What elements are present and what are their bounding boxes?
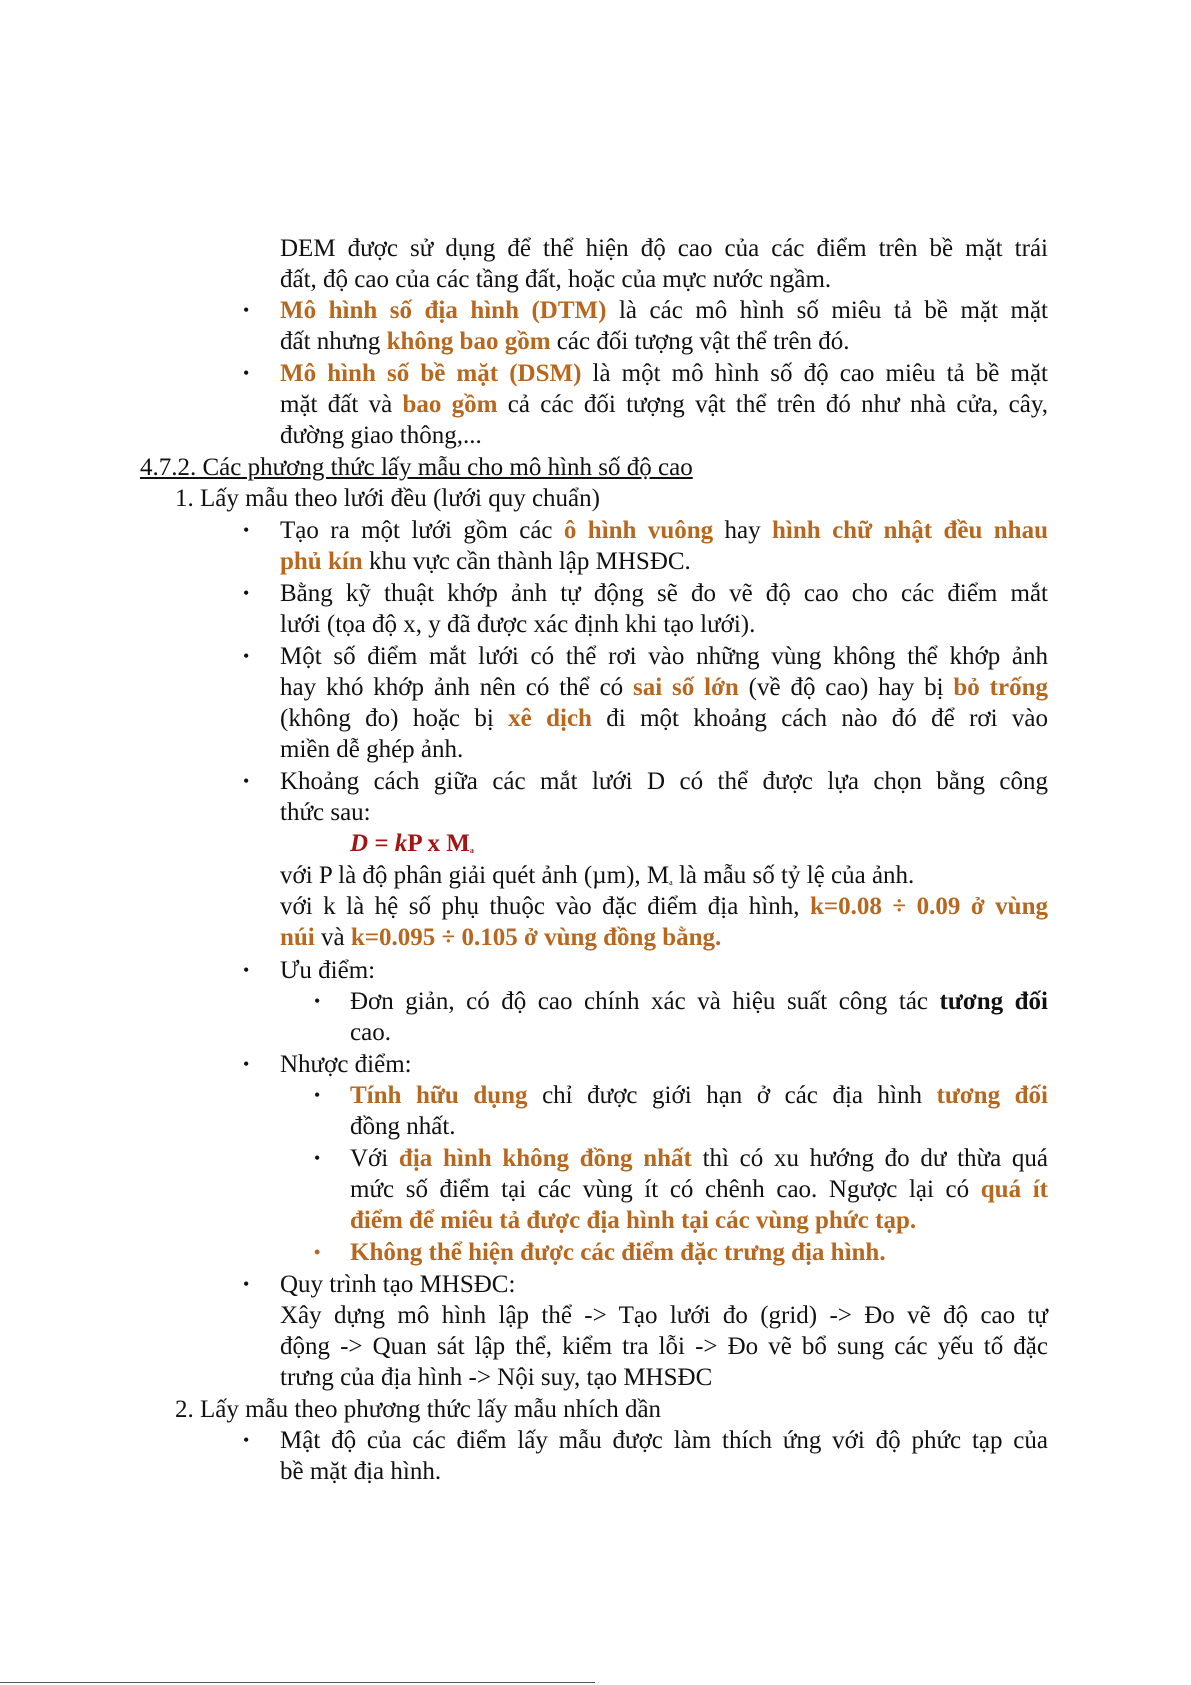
bullet-icon: •: [243, 363, 250, 383]
text: là mẫu số tỷ lệ của ảnh.: [672, 862, 915, 889]
advantage-line-1: [350, 986, 1048, 1017]
highlight: sai số lớn: [633, 674, 739, 701]
text: với k là hệ số phụ thuộc vào đặc điểm địa hình,: [280, 893, 810, 920]
bullet-icon: •: [314, 1085, 321, 1105]
dsm-term: Mô hình số bề mặt (DSM): [280, 360, 582, 387]
highlight: k=0.095 ÷ 0.105 ở vùng đồng bằng.: [350, 924, 722, 951]
bullet-icon: •: [243, 646, 250, 666]
item1-b1-line-2: [280, 546, 691, 577]
item1-b4-line-1: Khoảng cách giữa các mắt lưới D có thể được lựa chọn bằng công: [280, 768, 1048, 795]
text: và: [314, 924, 351, 951]
item1-b2-line-2: lưới (tọa độ x, y đã được xác định khi tạo lưới).: [280, 611, 756, 638]
bullet-icon: •: [314, 991, 321, 1011]
item2-b1-line-1: Mật độ của các điểm lấy mẫu được làm thích ứng với độ phức tạp của: [280, 1427, 1048, 1454]
item-1-title: 1. Lấy mẫu theo lưới đều (lưới quy chuẩn): [175, 485, 600, 512]
highlight: hình chữ nhật đều nhau: [772, 517, 1048, 544]
text: mức số điểm tại các vùng ít có chênh cao. Ngược lại có: [350, 1176, 981, 1203]
highlight: núi: [280, 924, 315, 951]
formula-rhs: P x M: [407, 830, 470, 857]
text: (không đo) hoặc bị: [280, 705, 509, 732]
item1-b3-line-4: miền dễ ghép ảnh.: [280, 736, 464, 763]
item1-b4-line-2: thức sau:: [280, 799, 371, 826]
bullet-icon: •: [243, 1430, 250, 1450]
dis2-line-1: [350, 1143, 1048, 1174]
intro-line-1: DEM được sử dụng để thể hiện độ cao của các điểm trên bề mặt trái: [280, 235, 1048, 262]
text: khu vực cần thành lập MHSĐC.: [362, 548, 691, 575]
highlight: địa hình không đồng nhất: [398, 1145, 692, 1172]
formula-lhs: D = k: [350, 830, 408, 857]
dsm-line-3: đường giao thông,...: [280, 422, 482, 449]
dis1-line-1: [350, 1080, 1048, 1111]
dtm-text: là các mô hình số miêu tả bề mặt mặt: [606, 297, 1049, 324]
disadvantages-label: Nhược điểm:: [280, 1051, 412, 1078]
advantage-line-2: cao.: [350, 1019, 391, 1046]
highlight: k=0.08 ÷ 0.09 ở vùng: [810, 893, 1048, 920]
bold-text: tương đối: [939, 988, 1048, 1015]
process-line-1: Xây dựng mô hình lập thể -> Tạo lưới đo (grid) -> Đo vẽ độ cao tự: [280, 1302, 1048, 1329]
text: với P là độ phân giải quét ảnh (µm), M: [280, 862, 670, 889]
explain-line-2: [280, 891, 1048, 922]
highlight: xê dịch: [508, 705, 592, 732]
dis2-line-2: [350, 1174, 1048, 1205]
dsm-text: là một mô hình số độ cao miêu tả bề mặt: [581, 360, 1048, 387]
dsm-line-2: [280, 389, 1048, 420]
bullet-icon: •: [243, 1274, 250, 1294]
text: Tạo ra một lưới gồm các: [280, 517, 564, 544]
process-line-2: động -> Quan sát lập thể, kiểm tra lỗi -> Đo vẽ bổ sung các yếu tố đặc: [280, 1333, 1048, 1360]
bullet-icon: •: [243, 960, 250, 980]
item1-b3-line-2: [280, 672, 1048, 703]
subscript: a: [669, 878, 673, 887]
bullet-icon: •: [314, 1242, 321, 1262]
explain-line-3: [280, 922, 721, 953]
bullet-icon: •: [243, 1054, 250, 1074]
highlight: ô hình vuông: [563, 517, 714, 544]
text: chỉ được giới hạn ở các địa hình: [527, 1082, 937, 1109]
text: Với: [350, 1145, 399, 1172]
text: thì có xu hướng đo dư thừa quá: [691, 1145, 1048, 1172]
dtm-text: các đối tượng vật thể trên đó.: [550, 328, 850, 355]
bullet-icon: •: [243, 520, 250, 540]
dsm-line-1: [280, 358, 1048, 389]
bullet-icon: •: [314, 1148, 321, 1168]
formula-subscript: a: [469, 846, 474, 855]
dtm-highlight: không bao gồm: [386, 328, 551, 355]
intro-line-2: đất, độ cao của các tầng đất, hoặc của mực nước ngầm.: [280, 266, 832, 293]
text: hay: [713, 517, 773, 544]
dsm-text: cả các đối tượng vật thể trên đó như nhà cửa, cây,: [497, 391, 1048, 418]
dis1-line-2: đồng nhất.: [350, 1113, 456, 1140]
item1-b3-line-1: Một số điểm mắt lưới có thể rơi vào những vùng không thể khớp ảnh: [280, 643, 1048, 670]
item-2-title: 2. Lấy mẫu theo phương thức lấy mẫu nhích dần: [175, 1396, 662, 1423]
highlight: tương đối: [936, 1082, 1048, 1109]
dsm-text: mặt đất và: [280, 391, 403, 418]
bullet-icon: •: [243, 583, 250, 603]
section-heading: 4.7.2. Các phương thức lấy mẫu cho mô hình số độ cao: [140, 454, 693, 481]
item1-b2-line-1: Bằng kỹ thuật khớp ảnh tự động sẽ đo vẽ độ cao cho các điểm mắt: [280, 580, 1048, 607]
dtm-text: đất nhưng: [280, 328, 387, 355]
advantages-label: Ưu điểm:: [280, 957, 376, 984]
highlight: bỏ trống: [953, 674, 1048, 701]
text: Đơn giản, có độ cao chính xác và hiệu suất công tác: [350, 988, 940, 1015]
dtm-term: Mô hình số địa hình (DTM): [280, 297, 607, 324]
dsm-highlight: bao gồm: [402, 391, 498, 418]
dis3-line: Không thể hiện được các điểm đặc trưng địa hình.: [350, 1239, 886, 1266]
text: đi một khoảng cách nào đó để rơi vào: [591, 705, 1048, 732]
footer-rule: [0, 1682, 595, 1683]
process-line-3: trưng của địa hình -> Nội suy, tạo MHSĐC: [280, 1364, 713, 1391]
dis2-line-3: điểm để miêu tả được địa hình tại các vùng phức tạp.: [350, 1207, 917, 1234]
item2-b1-line-2: bề mặt địa hình.: [280, 1458, 442, 1485]
item1-b3-line-3: [280, 703, 1048, 734]
text: hay khó khớp ảnh nên có thể có: [280, 674, 634, 701]
bullet-icon: •: [243, 771, 250, 791]
highlight: phủ kín: [280, 548, 363, 575]
dtm-line-2: [280, 326, 849, 357]
item1-b1-line-1: [280, 515, 1048, 546]
dtm-line-1: [280, 295, 1048, 326]
text: (về độ cao) hay bị: [738, 674, 954, 701]
highlight: quá ít: [980, 1176, 1048, 1203]
process-label: Quy trình tạo MHSĐC:: [280, 1271, 516, 1298]
highlight: Tính hữu dụng: [350, 1082, 528, 1109]
bullet-icon: •: [243, 300, 250, 320]
